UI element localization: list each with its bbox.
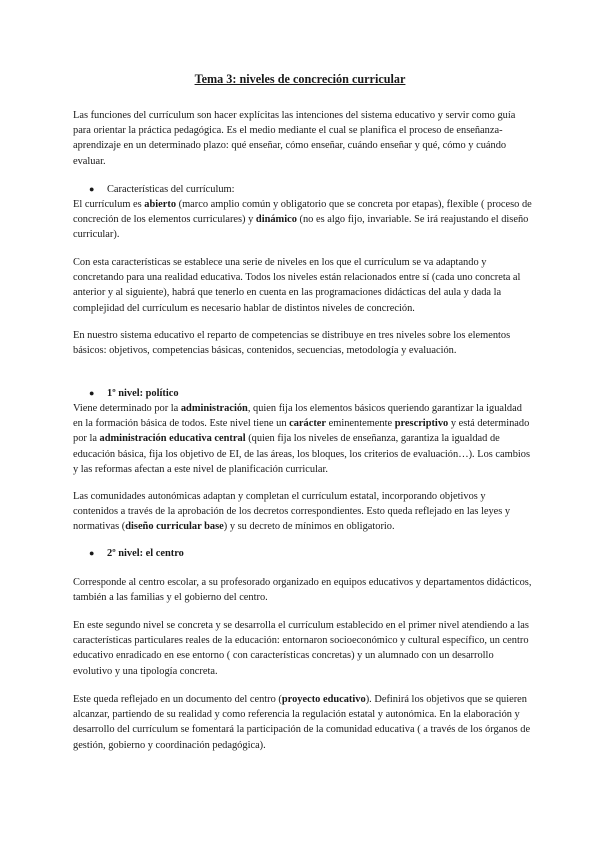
bullet-nivel-centro [89, 546, 184, 561]
text-run: Viene determinado por la [73, 403, 181, 414]
text-run: Las comunidades autonómicas adaptan y completan el currículum estatal, incorporando objetivos y contenidos a través de la aprobación de los decretos correspondientes. Esto queda reflejado en las leyes y normativas ( [73, 491, 511, 533]
text-run: eminentemente [326, 418, 395, 430]
bullet-nivel-politico [89, 386, 179, 401]
text-run: (marco amplio común y obligatorio que se concreta por etapas), flexible ( proceso de concreción de los elementos curriculares) y [73, 199, 532, 226]
bold-administracion: administración [180, 403, 248, 414]
centro-paragraph-2: En este segundo nivel se concreta y se desarrolla el currículum establecido en el primer nivel atendiendo a las características particulares reales de la educación: entornaron socioeconómico y cultural específico, un centro educativo enradicado en ese entorno ( con características concretas) y un alumnado con un desarrollo evolutivo y una tipología concreta. [73, 620, 529, 677]
bullet-caracteristicas [89, 182, 235, 197]
bold-abierto: abierto [144, 199, 177, 210]
text-run: y está determinado por la [73, 418, 530, 445]
bullet-nivel-politico-label: 1º nivel: político [107, 388, 179, 399]
bold-dinamico: dinámico [255, 214, 297, 226]
bullet-dot-icon: ● [89, 388, 95, 398]
bold-proyecto-educativo: proyecto educativo [281, 694, 366, 705]
text-run: ). Definirá los objetivos que se quieren alcanzar, partiendo de su realidad y como referencia la regulación estatal y autonómica. En la elaboración y desarrollo del currículum se fomentará la participación de la comunidad educativa ( a través de los órganos de gestión, gobierno y coordinación pedagógica). [73, 694, 531, 751]
proyecto-paragraph [73, 692, 533, 753]
bullet-nivel-centro-label: 2º nivel: el centro [107, 548, 184, 559]
text-run: ) y su decreto de mínimos en obligatorio. [223, 521, 395, 533]
bold-diseno-curricular: diseño curricular base [125, 521, 224, 533]
bold-caracter: carácter [289, 418, 327, 430]
bullet-caracteristicas-label: Características del currículum: [107, 184, 235, 195]
caracteristicas-paragraph [73, 197, 533, 243]
niveles-intro-paragraph: Con esta características se establece una serie de niveles en los que el currículum se va adaptando y concretando para una realidad educativa. Todos los niveles están relacionados entre sí (cada uno concreta al anterior y al siguiente), habrá que tenerlo en cuenta en las programaciones didácticas del aula y dada la complejidad del currículum es necesario hablar de distintos niveles de concreción. [73, 257, 521, 314]
politico-paragraph [73, 401, 533, 477]
text-run: El currículum es [73, 199, 145, 210]
ccaa-paragraph [73, 489, 533, 535]
page-title: Tema 3: niveles de concreción curricular [194, 72, 406, 86]
bold-prescriptivo: prescriptivo [394, 418, 449, 430]
reparto-paragraph: En nuestro sistema educativo el reparto de competencias se distribuye en tres niveles sobre los elementos básicos: objetivos, competencias básicas, contenidos, secuencias, metodología y evaluación. [73, 330, 511, 357]
intro-paragraph: Las funciones del currículum son hacer explícitas las intenciones del sistema educativo y servir como guía para orientar la práctica pedagógica. Es el medio mediante el cual se planifica el proceso de enseñanza-aprendizaje en un determinado plazo: qué enseñar, cómo enseñar, cuándo enseñar y qué, cómo y cuándo evaluar. [73, 110, 516, 167]
bold-administracion-central: administración educativa central [99, 433, 246, 445]
centro-paragraph-1: Corresponde al centro escolar, a su profesorado organizado en equipos educativos y departamentos didácticos, también a las familias y el gobierno del centro. [73, 577, 532, 604]
text-run: (quien fija los niveles de enseñanza, garantiza la igualdad de educación básica, fija los objetivo de EI, de las áreas, los bloques, los criterios de evaluación…). Los cambios y las reformas afectan a este nivel de planificación curricular. [73, 433, 531, 475]
text-run: Este queda reflejado en un documento del centro ( [73, 694, 282, 705]
bullet-dot-icon: ● [89, 548, 95, 558]
text-run: (no es algo fijo, invariable. Se irá reajustando el diseño curricular). [73, 214, 529, 241]
bullet-dot-icon: ● [89, 184, 95, 194]
text-run: , quien fija los elementos básicos queriendo garantizar la igualdad en la formación básica de todos. Este nivel tiene un [73, 403, 522, 430]
